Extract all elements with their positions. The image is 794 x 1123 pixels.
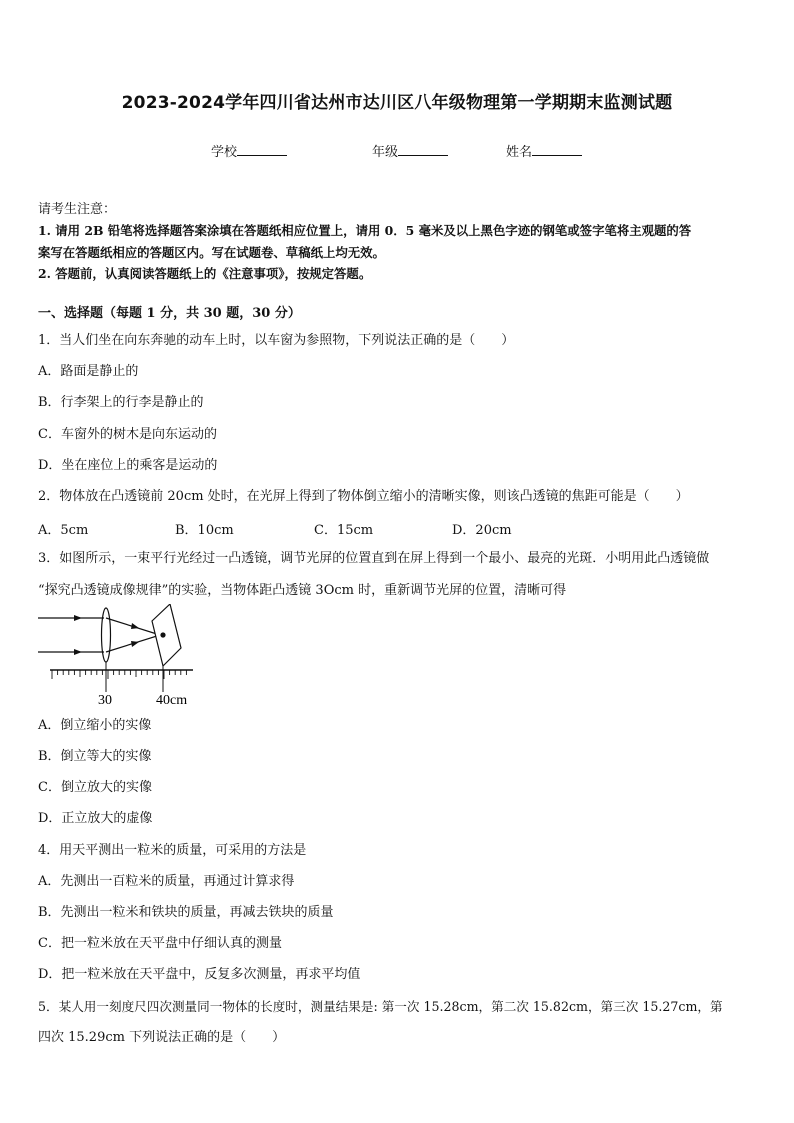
grade-field [372,141,448,160]
question-1-option-a: A．路面是静止的 [38,364,139,379]
question-4-option-c: C．把一粒米放在天平盘中仔细认真的测量 [38,936,282,951]
exam-title: 2023-2024学年四川省达州市达川区八年级物理第一学期期末监测试题 [121,93,673,113]
question-5-stem-line-1: 5．某人用一刻度尺四次测量同一物体的长度时，测量结果是: 第一次 15.28cm，第二次 15.82cm，第三次 15.27cm，第 [38,999,723,1014]
notice-item-1-line-2: 案写在答题纸相应的答题区内。写在试题卷、草稿纸上均无效。 [38,245,385,260]
name-field [506,141,582,160]
question-3-stem-line-1: 3．如图所示，一束平行光经过一凸透镜，调节光屏的位置直到在屏上得到一个最小、最亮的光斑．小明用此凸透镜做 [38,551,710,566]
question-3-option-a: A．倒立缩小的实像 [38,718,152,733]
notice-heading: 请考生注意： [38,202,117,217]
question-2-option-b: B．10cm [175,523,234,538]
question-1-option-c: C．车窗外的树木是向东运动的 [38,427,217,442]
light-screen [152,604,181,666]
question-3-option-b: B．倒立等大的实像 [38,749,152,764]
focal-spot [160,632,165,637]
question-3-option-d: D．正立放大的虚像 [38,811,153,826]
question-3-option-c: C．倒立放大的实像 [38,780,152,795]
school-field [211,141,287,160]
section-heading: 一、选择题（每题 1 分，共 30 题，30 分） [38,306,301,321]
question-2-option-a: A．5cm [38,523,89,538]
grade-blank [398,154,448,156]
question-4-option-a: A．先测出一百粒米的质量，再通过计算求得 [38,874,295,889]
notice-item-2: 2. 答题前，认真阅读答题纸上的《注意事项》，按规定答题。 [38,266,372,281]
convex-lens [102,608,111,662]
ruler-label-30: 30 [98,693,112,708]
ray-arrow-bottom [74,649,82,655]
question-4-option-d: D．把一粒米放在天平盘中，反复多次测量，再求平均值 [38,967,361,982]
name-blank [532,154,582,156]
lens-experiment-figure [38,604,198,710]
question-1-option-b: B．行李架上的行李是静止的 [38,395,204,410]
question-2-option-d: D．20cm [452,523,512,538]
question-1-stem: 1．当人们坐在向东奔驰的动车上时，以车窗为参照物，下列说法正确的是（ ） [38,333,515,348]
refracted-arrow-bottom [131,641,139,647]
question-4-option-b: B．先测出一粒米和铁块的质量，再减去铁块的质量 [38,905,334,920]
question-2-option-c: C．15cm [314,523,374,538]
refracted-arrow-top [131,623,139,629]
ray-arrow-top [74,615,82,621]
school-blank [237,154,287,156]
ruler-label-40: 40cm [156,693,188,708]
question-5-stem-line-2: 四次 15.29cm 下列说法正确的是（ ） [38,1030,286,1045]
question-2-stem: 2．物体放在凸透镜前 20cm 处时，在光屏上得到了物体倒立缩小的清晰实像，则该凸透镜的焦距可能是（ ） [38,489,689,504]
school-label: 学校 [211,145,238,160]
notice-item-1-line-1: 1. 请用 2B 铅笔将选择题答案涂填在答题纸相应位置上，请用 0．5 毫米及以上黑色字迹的钢笔或签字笔将主观题的答 [38,223,692,238]
question-1-option-d: D．坐在座位上的乘客是运动的 [38,458,218,473]
name-label: 姓名 [506,145,533,160]
grade-label: 年级 [372,145,399,160]
question-4-stem: 4．用天平测出一粒米的质量，可采用的方法是 [38,843,307,858]
ruler-ticks [52,670,186,679]
question-3-stem-line-2: “探究凸透镜成像规律”的实验，当物体距凸透镜 3Ocm 时，重新调节光屏的位置，清晰可得 [38,583,567,598]
